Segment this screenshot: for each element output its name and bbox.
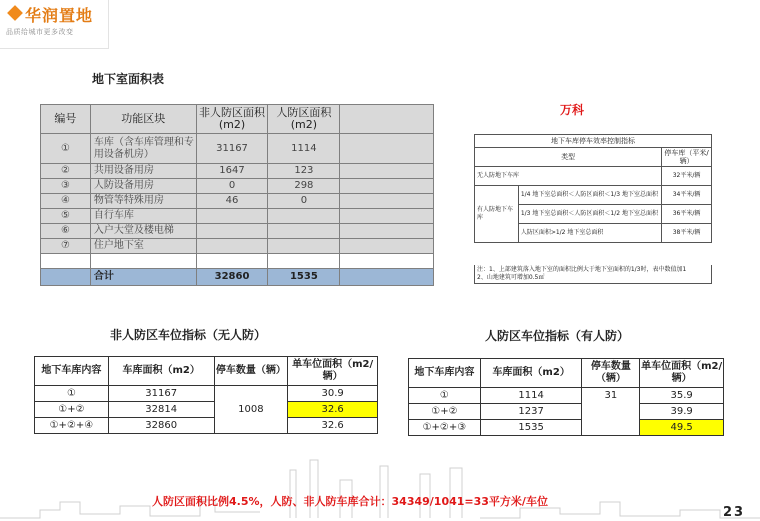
cell-no: ① (41, 134, 91, 164)
table-row-empty (41, 254, 434, 269)
table-row (475, 167, 712, 186)
cell-non-civil: 31167 (196, 134, 268, 164)
cell-function: 物管等特殊用房 (90, 194, 196, 209)
t1-header-count: 停车数量（辆） (214, 357, 288, 386)
cell-civil: 123 (268, 164, 340, 179)
table-row (35, 418, 378, 434)
vanke-cond-value: 36平米/辆 (662, 205, 712, 224)
vanke-cond: 1/4 地下室总面积＜人防区面积＜1/3 地下室总面积 (518, 186, 661, 205)
t2-header-area: 车库面积（m2） (480, 359, 582, 388)
t2-area: 1535 (480, 420, 582, 436)
t1-area: 31167 (108, 386, 214, 402)
table-row (41, 239, 434, 254)
cell-no: ③ (41, 179, 91, 194)
logo-name: 华润置地 (25, 6, 94, 25)
vanke-cond-value: 34平米/辆 (662, 186, 712, 205)
t2-area: 1237 (480, 404, 582, 420)
table-row (41, 134, 434, 164)
logo-divider-vertical (108, 0, 109, 49)
table-row (41, 164, 434, 179)
cell-civil: 0 (268, 194, 340, 209)
t2-content: ①+②+③ (409, 420, 481, 436)
t1-count: 1008 (214, 386, 288, 434)
t1-per: 30.9 (288, 386, 378, 402)
cell-civil: 1114 (268, 134, 340, 164)
cell-function: 人防设备用房 (90, 179, 196, 194)
vanke-group-label: 有人防地下车库 (475, 186, 519, 243)
cell-blank (340, 194, 434, 209)
table1-title: 非人防区车位指标（无人防） (110, 328, 267, 342)
vanke-col-value: 停车库（平米/辆） (662, 148, 712, 167)
cell-civil (268, 239, 340, 254)
t1-content: ① (35, 386, 109, 402)
table-row (409, 420, 724, 436)
cell-no: ② (41, 164, 91, 179)
cell-non-civil: 1647 (196, 164, 268, 179)
cell-blank (340, 134, 434, 164)
header-function: 功能区块 (90, 105, 196, 134)
t1-per-highlight: 32.6 (288, 402, 378, 418)
t1-area: 32860 (108, 418, 214, 434)
t1-content: ①+② (35, 402, 109, 418)
cell-function: 入户大堂及楼电梯 (90, 224, 196, 239)
t2-count: 31 (582, 388, 640, 436)
cell-non-civil (196, 239, 268, 254)
vanke-cond: 1/3 地下室总面积＜人防区面积＜1/2 地下室总面积 (518, 205, 661, 224)
table-row (41, 224, 434, 239)
t2-per: 35.9 (640, 388, 724, 404)
total-non-civil: 32860 (196, 269, 268, 286)
main-title: 地下室面积表 (92, 72, 165, 86)
vanke-col-type: 类型 (475, 148, 662, 167)
cell-blank (340, 239, 434, 254)
t1-content: ①+②+④ (35, 418, 109, 434)
total-label: 合计 (90, 269, 196, 286)
t1-header-content: 地下车库内容 (35, 357, 109, 386)
cell-non-civil: 46 (196, 194, 268, 209)
table2-title: 人防区车位指标（有人防） (485, 329, 630, 343)
t1-header-area: 车库面积（m2） (108, 357, 214, 386)
footer-summary: 人防区面积比例4.5%，人防、非人防车库合计：34349/1041=33平方米/车位 (152, 495, 548, 508)
cell-blank (340, 209, 434, 224)
total-civil: 1535 (268, 269, 340, 286)
table-row (35, 386, 378, 402)
cell-no: ⑤ (41, 209, 91, 224)
t2-per-highlight: 49.5 (640, 420, 724, 436)
cell-function: 自行车库 (90, 209, 196, 224)
basement-area-table (40, 104, 434, 286)
t1-area: 32814 (108, 402, 214, 418)
cell-function: 住户地下室 (90, 239, 196, 254)
t2-header-count: 停车数量（辆） (582, 359, 640, 388)
table-row (475, 186, 712, 205)
table-header-row (41, 105, 434, 134)
vanke-cond-value: 38平米/辆 (662, 224, 712, 243)
t1-per: 32.6 (288, 418, 378, 434)
cell-no: ④ (41, 194, 91, 209)
table-row (409, 388, 724, 404)
vanke-parking-table (474, 134, 712, 243)
cell-civil: 298 (268, 179, 340, 194)
t2-area: 1114 (480, 388, 582, 404)
vanke-table-title: 地下车库停车效率控制指标 (475, 135, 712, 148)
table-row (35, 402, 378, 418)
cell-non-civil (196, 224, 268, 239)
cell-civil (268, 209, 340, 224)
cell-blank (340, 179, 434, 194)
cell-non-civil (196, 209, 268, 224)
cell-blank (340, 164, 434, 179)
table-row (41, 179, 434, 194)
header-no: 编号 (41, 105, 91, 134)
vanke-note-1: 注：1、上部建筑落入地下室的面积比例大于地下室面积的1/3时，表中数值加1 (477, 266, 687, 273)
cell-non-civil: 0 (196, 179, 268, 194)
t2-per: 39.9 (640, 404, 724, 420)
logo-icon (7, 5, 23, 21)
cell-function: 车库（含车库管理和专用设备机房） (90, 134, 196, 164)
table-row (41, 194, 434, 209)
t2-content: ①+② (409, 404, 481, 420)
cell-civil (268, 224, 340, 239)
header-non-civil: 非人防区面积(m2) (196, 105, 268, 134)
non-civil-parking-table (34, 356, 378, 434)
vanke-cond: 人防区面积>1/2 地下室总面积 (518, 224, 661, 243)
logo-slogan: 品质给城市更多改变 (6, 28, 74, 36)
cell-no: ⑥ (41, 224, 91, 239)
table-row (409, 404, 724, 420)
t2-content: ① (409, 388, 481, 404)
vanke-row1-label: 无人防地下车库 (475, 167, 662, 186)
t2-header-content: 地下车库内容 (409, 359, 481, 388)
t1-header-per: 单车位面积（m2/辆） (288, 357, 378, 386)
t2-header-per: 单车位面积（m2/辆） (640, 359, 724, 388)
header-civil: 人防区面积(m2) (268, 105, 340, 134)
cell-blank (340, 224, 434, 239)
cell-function: 共用设备用房 (90, 164, 196, 179)
table-row (41, 209, 434, 224)
vanke-note-2: 2、山地建筑可增加0.5㎡ (477, 274, 545, 281)
table-total-row (41, 269, 434, 286)
cell-no: ⑦ (41, 239, 91, 254)
vanke-row1-value: 32平米/辆 (662, 167, 712, 186)
civil-parking-table (408, 358, 724, 436)
logo-divider (0, 48, 108, 49)
vanke-note (474, 265, 712, 284)
vanke-label: 万科 (560, 103, 585, 117)
header-blank (340, 105, 434, 134)
page-number: 23 (723, 505, 746, 520)
